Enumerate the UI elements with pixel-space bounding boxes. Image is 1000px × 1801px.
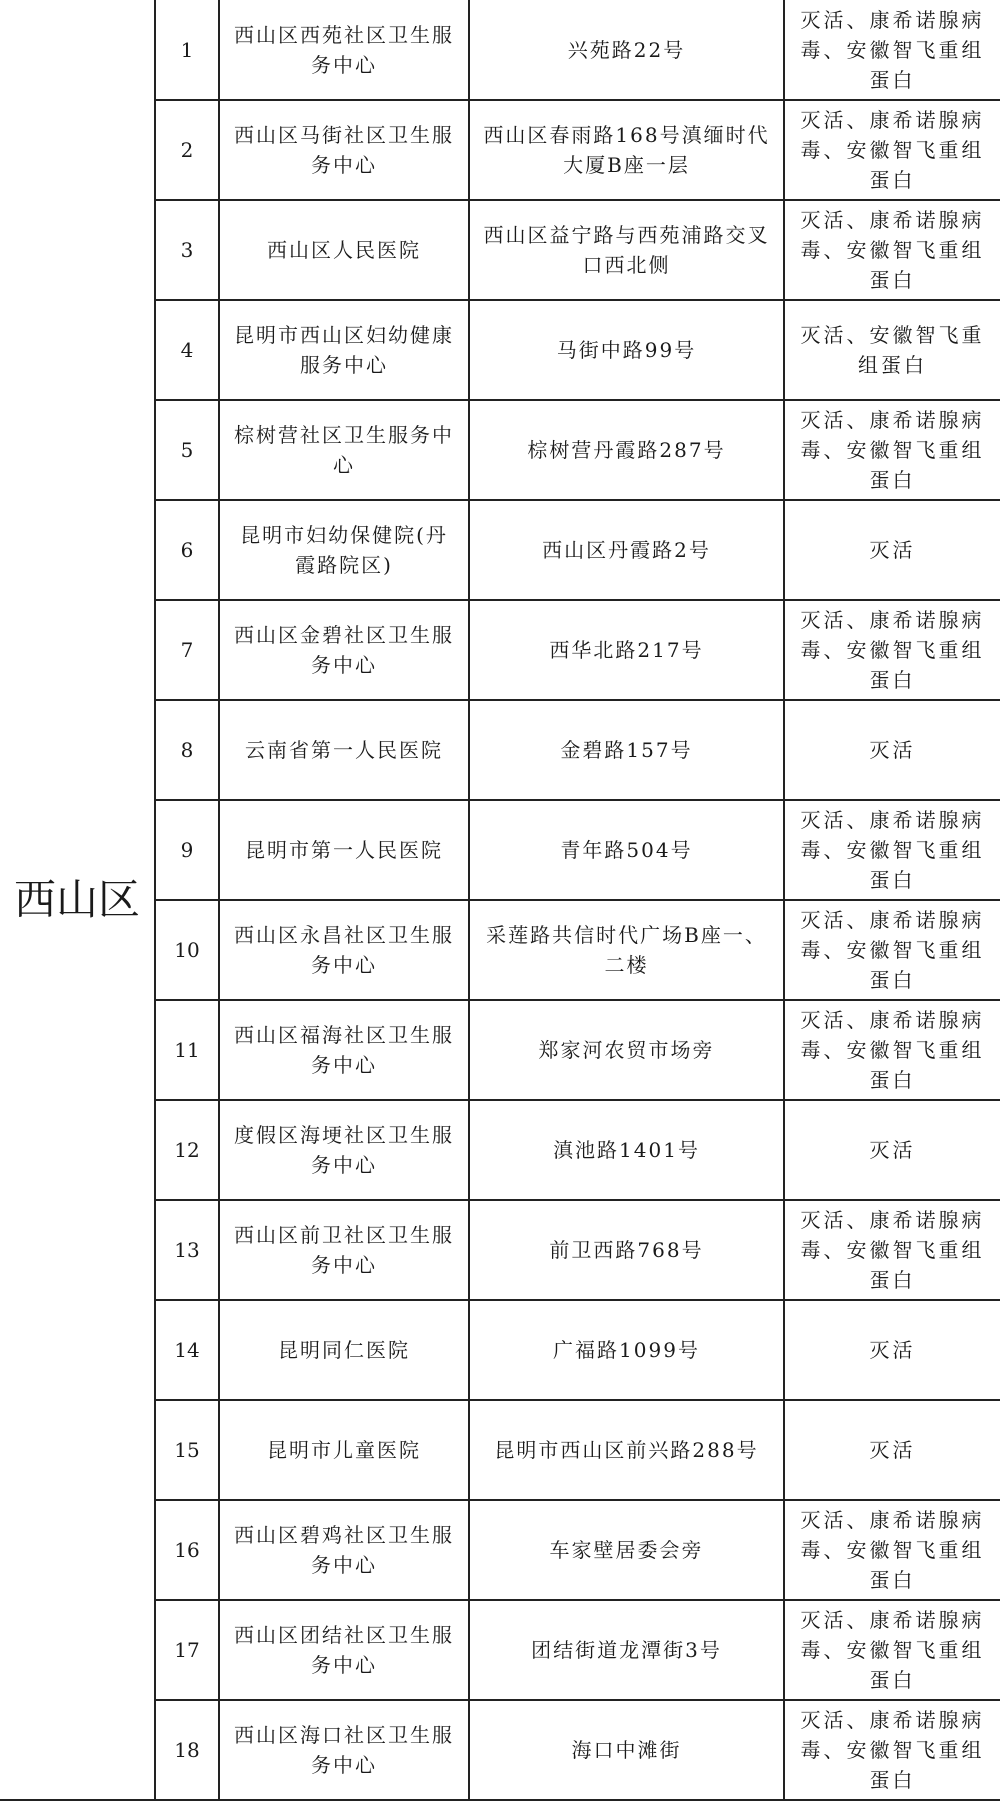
row-number-cell: 11 <box>155 1000 219 1100</box>
district-cell: 西山区 <box>0 0 155 1800</box>
row-number-cell: 18 <box>155 1700 219 1800</box>
site-name-cell: 西山区人民医院 <box>219 200 469 300</box>
address-cell: 昆明市西山区前兴路288号 <box>469 1400 784 1500</box>
vaccine-types-cell: 灭活、康希诺腺病毒、安徽智飞重组蛋白 <box>784 200 1000 300</box>
site-name-cell: 昆明市第一人民医院 <box>219 800 469 900</box>
address-cell: 西华北路217号 <box>469 600 784 700</box>
site-name-cell: 棕树营社区卫生服务中心 <box>219 400 469 500</box>
vaccine-types-cell: 灭活 <box>784 700 1000 800</box>
row-number-cell: 7 <box>155 600 219 700</box>
site-name-cell: 云南省第一人民医院 <box>219 700 469 800</box>
row-number-cell: 3 <box>155 200 219 300</box>
vaccine-types-cell: 灭活、康希诺腺病毒、安徽智飞重组蛋白 <box>784 1200 1000 1300</box>
address-cell: 郑家河农贸市场旁 <box>469 1000 784 1100</box>
row-number-cell: 12 <box>155 1100 219 1200</box>
row-number-cell: 1 <box>155 0 219 100</box>
row-number-cell: 5 <box>155 400 219 500</box>
address-cell: 马街中路99号 <box>469 300 784 400</box>
site-name-cell: 西山区金碧社区卫生服务中心 <box>219 600 469 700</box>
address-cell: 采莲路共信时代广场B座一、二楼 <box>469 900 784 1000</box>
row-number-cell: 10 <box>155 900 219 1000</box>
row-number-cell: 2 <box>155 100 219 200</box>
address-cell: 西山区春雨路168号滇缅时代大厦B座一层 <box>469 100 784 200</box>
site-name-cell: 昆明市西山区妇幼健康服务中心 <box>219 300 469 400</box>
vaccine-types-cell: 灭活 <box>784 1400 1000 1500</box>
vaccine-types-cell: 灭活 <box>784 500 1000 600</box>
vaccine-types-cell: 灭活、康希诺腺病毒、安徽智飞重组蛋白 <box>784 1700 1000 1800</box>
site-name-cell: 西山区永昌社区卫生服务中心 <box>219 900 469 1000</box>
address-cell: 青年路504号 <box>469 800 784 900</box>
address-cell: 西山区丹霞路2号 <box>469 500 784 600</box>
address-cell: 棕树营丹霞路287号 <box>469 400 784 500</box>
address-cell: 前卫西路768号 <box>469 1200 784 1300</box>
site-name-cell: 西山区马街社区卫生服务中心 <box>219 100 469 200</box>
vaccine-types-cell: 灭活、康希诺腺病毒、安徽智飞重组蛋白 <box>784 400 1000 500</box>
site-name-cell: 西山区海口社区卫生服务中心 <box>219 1700 469 1800</box>
row-number-cell: 4 <box>155 300 219 400</box>
site-name-cell: 西山区福海社区卫生服务中心 <box>219 1000 469 1100</box>
address-cell: 广福路1099号 <box>469 1300 784 1400</box>
address-cell: 团结街道龙潭街3号 <box>469 1600 784 1700</box>
vaccine-types-cell: 灭活 <box>784 1100 1000 1200</box>
row-number-cell: 14 <box>155 1300 219 1400</box>
row-number-cell: 13 <box>155 1200 219 1300</box>
vaccine-types-cell: 灭活、康希诺腺病毒、安徽智飞重组蛋白 <box>784 1000 1000 1100</box>
row-number-cell: 6 <box>155 500 219 600</box>
vaccine-types-cell: 灭活、康希诺腺病毒、安徽智飞重组蛋白 <box>784 100 1000 200</box>
vaccine-types-cell: 灭活、康希诺腺病毒、安徽智飞重组蛋白 <box>784 1500 1000 1600</box>
address-cell: 海口中滩街 <box>469 1700 784 1800</box>
site-name-cell: 昆明市妇幼保健院(丹霞路院区) <box>219 500 469 600</box>
address-cell: 车家壁居委会旁 <box>469 1500 784 1600</box>
row-number-cell: 17 <box>155 1600 219 1700</box>
vaccine-types-cell: 灭活、康希诺腺病毒、安徽智飞重组蛋白 <box>784 800 1000 900</box>
address-cell: 西山区益宁路与西苑浦路交叉口西北侧 <box>469 200 784 300</box>
row-number-cell: 15 <box>155 1400 219 1500</box>
row-number-cell: 9 <box>155 800 219 900</box>
address-cell: 兴苑路22号 <box>469 0 784 100</box>
site-name-cell: 昆明同仁医院 <box>219 1300 469 1400</box>
vaccine-types-cell: 灭活、康希诺腺病毒、安徽智飞重组蛋白 <box>784 1600 1000 1700</box>
vaccine-types-cell: 灭活、康希诺腺病毒、安徽智飞重组蛋白 <box>784 600 1000 700</box>
row-number-cell: 16 <box>155 1500 219 1600</box>
row-number-cell: 8 <box>155 700 219 800</box>
site-name-cell: 度假区海埂社区卫生服务中心 <box>219 1100 469 1200</box>
address-cell: 金碧路157号 <box>469 700 784 800</box>
vaccine-types-cell: 灭活 <box>784 1300 1000 1400</box>
address-cell: 滇池路1401号 <box>469 1100 784 1200</box>
table-row <box>0 0 1000 100</box>
site-name-cell: 西山区前卫社区卫生服务中心 <box>219 1200 469 1300</box>
site-name-cell: 西山区碧鸡社区卫生服务中心 <box>219 1500 469 1600</box>
site-name-cell: 西山区西苑社区卫生服务中心 <box>219 0 469 100</box>
site-name-cell: 昆明市儿童医院 <box>219 1400 469 1500</box>
vaccine-types-cell: 灭活、康希诺腺病毒、安徽智飞重组蛋白 <box>784 900 1000 1000</box>
vaccine-types-cell: 灭活、康希诺腺病毒、安徽智飞重组蛋白 <box>784 0 1000 100</box>
vaccine-types-cell: 灭活、安徽智飞重组蛋白 <box>784 300 1000 400</box>
site-name-cell: 西山区团结社区卫生服务中心 <box>219 1600 469 1700</box>
